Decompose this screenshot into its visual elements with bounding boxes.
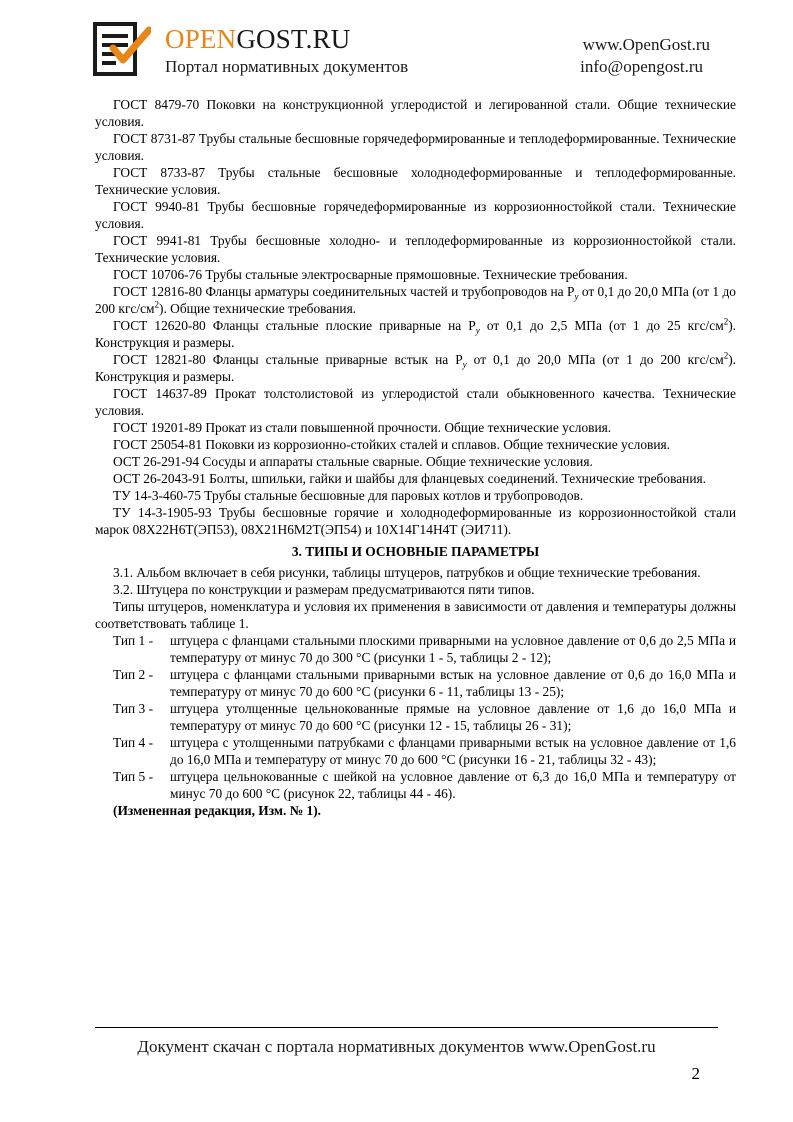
portal-subtitle: Портал нормативных документов [165,57,409,76]
paragraph-3-2: 3.2. Штуцера по конструкции и размерам предусматриваются пяти типов. [113,582,535,597]
page-number: 2 [691,1064,700,1083]
ref-item: ГОСТ 8731-87 Трубы стальные бесшовные горячедеформированные и теплодеформированные. Технические условия. [95,131,736,163]
type-text: штуцера утолщенные цельнокованные прямые на условное давление от 1,6 до 16,0 МПа и температуру от минус 70 до 600 °С (рисунки 12 - 15, таблицы 26 - 31); [170,701,736,733]
ref-item: ТУ 14-3-1905-93 Трубы бесшовные горячие и холоднодеформированные из коррозионностойкой стали марок 08Х22Н6Т(ЭП53), 08Х21Н6М2Т(ЭП54) и 10Х14Г14Н4Т (ЭИ711). [95,505,736,537]
type-text: штуцера с утолщенными патрубками с фланцами приварными встык на условное давление от 1,6 до 16,0 МПа и температуру от минус 70 до 600 °С (рисунки 16 - 21, таблицы 32 - 43); [170,735,736,767]
type-item [95,768,736,802]
ref-item: ГОСТ 9941-81 Трубы бесшовные холодно- и теплодеформированные из коррозионностойкой стали. Технические условия. [95,233,736,265]
type-text: штуцера цельнокованные с шейкой на условное давление от 6,3 до 16,0 МПа и температуру от минус 70 до 600 °С (рисунок 22, таблицы 44 - 46). [170,769,736,801]
paragraph-3-1: 3.1. Альбом включает в себя рисунки, таблицы штуцеров, патрубков и общие технические требования. [113,565,701,580]
paragraph-types-intro: Типы штуцеров, номенклатура и условия их применения в зависимости от давления и температуры должны соответствовать таблице 1. [95,599,736,631]
document-check-icon [93,22,151,78]
type-label: Тип 4 - [113,735,154,750]
ref-item: ОСТ 26-2043-91 Болты, шпильки, гайки и шайбы для фланцевых соединений. Технические требования. [113,471,706,486]
type-item [95,700,736,734]
type-label: Тип 5 - [113,769,154,784]
site-url[interactable]: www.OpenGost.ru [582,35,710,54]
ref-item: ГОСТ 14637-89 Прокат толстолистовой из углеродистой стали обыкновенного качества. Технические условия. [95,386,736,418]
type-item [95,734,736,768]
footer-divider [95,1027,718,1028]
ref-item-12620: ГОСТ 12620-80 Фланцы стальные плоские приварные на $P_y$ от 0,1 до 2,5 МПа (от 1 до 25 кгс/$см^2$). Конструкция и размеры. [95,316,737,350]
ref-item: ГОСТ 9940-81 Трубы бесшовные горячедеформированные из коррозионностойкой стали. Технические условия. [95,199,736,231]
ref-item-12816: ГОСТ 12816-80 Фланцы арматуры соединительных частей и трубопроводов на $P_y$ от 0,1 до 20,0 МПа (от 1 до 200 кгс/$см^2$). Общие технические требования. [95,284,736,316]
ref-item: ОСТ 26-291-94 Сосуды и аппараты стальные сварные. Общие технические условия. [113,454,593,469]
ref-item: ГОСТ 25054-81 Поковки из коррозионно-стойких сталей и сплавов. Общие технические условия. [113,437,671,452]
type-label: Тип 2 - [113,667,154,682]
amendment-note: (Измененная редакция, Изм. № 1). [113,803,322,818]
ref-item: ТУ 14-3-460-75 Трубы стальные бесшовные для паровых котлов и трубопроводов. [113,488,584,503]
ref-item-12821: ГОСТ 12821-80 Фланцы стальные приварные встык на $P_y$ от 0,1 до 20,0 МПа (от 1 до 200 кгс/$см^2$). Конструкция и размеры. [95,350,736,384]
page-header [0,0,793,90]
ref-item: ГОСТ 8479-70 Поковки на конструкционной углеродистой и легированной стали. Общие технические условия. [95,97,736,129]
brand-accent: OPEN [165,24,237,54]
type-text: штуцера с фланцами стальными приварными встык на условное давление от 0,6 до 16,0 МПа и температуру от минус 70 до 600 °С (рисунки 6 - 11, таблицы 13 - 25); [170,667,736,699]
footer-text: Документ скачан с портала нормативных документов www.OpenGost.ru [137,1037,656,1056]
brand-logo-text [165,24,350,54]
ref-item: ГОСТ 19201-89 Прокат из стали повышенной прочности. Общие технические условия. [113,420,612,435]
document-body [95,96,736,819]
type-text: штуцера с фланцами стальными плоскими приварными на условное давление от 0,6 до 2,5 МПа и температуру от минус 70 до 300 °С (рисунки 1 - 5, таблицы 2 - 12); [170,633,736,665]
type-label: Тип 3 - [113,701,154,716]
type-item [95,666,736,700]
ref-item: ГОСТ 10706-76 Трубы стальные электросварные прямошовные. Технические требования. [113,267,628,282]
brand-rest: GOST.RU [236,24,351,54]
ref-item: ГОСТ 8733-87 Трубы стальные бесшовные холоднодеформированные и теплодеформированные. Технические условия. [95,165,736,197]
section-title: 3. ТИПЫ И ОСНОВНЫЕ ПАРАМЕТРЫ [291,544,540,559]
contact-email[interactable]: info@opengost.ru [580,57,703,76]
type-label: Тип 1 - [113,633,154,648]
type-item [95,632,736,666]
